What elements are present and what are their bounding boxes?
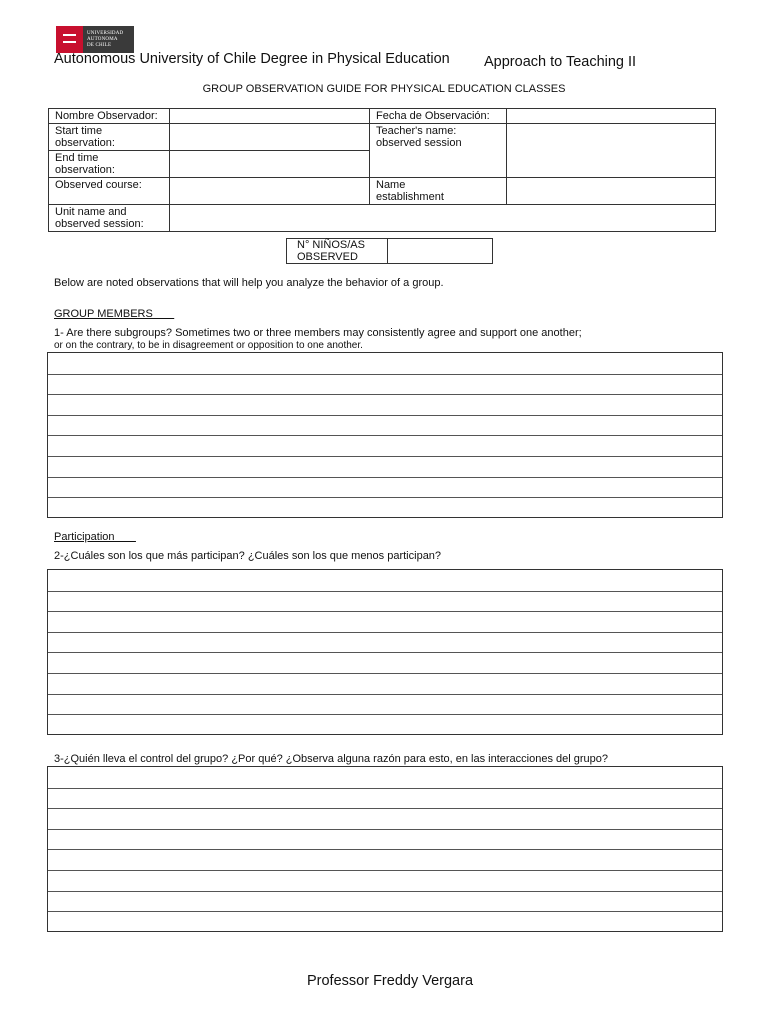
answer-line[interactable] (48, 911, 722, 932)
answer-line[interactable] (48, 891, 722, 912)
answer-line[interactable] (48, 353, 722, 374)
start-time-field[interactable] (170, 124, 370, 151)
answer-line[interactable] (48, 652, 722, 673)
answer-line[interactable] (48, 870, 722, 891)
question-3: 3-¿Quién lleva el control del grupo? ¿Por qué? ¿Observa alguna razón para esto, en las interacciones del grupo? (54, 753, 608, 765)
answer-line[interactable] (48, 477, 722, 498)
question-1-line-2: or on the contrary, to be in disagreement or opposition to one another. (54, 340, 363, 351)
answer-line[interactable] (48, 767, 722, 788)
intro-text: Below are noted observations that will help you analyze the behavior of a group. (54, 277, 444, 289)
unit-name-label (49, 205, 170, 232)
answer-line[interactable] (48, 673, 722, 694)
start-time-label (49, 124, 170, 151)
date-field[interactable] (507, 109, 716, 124)
observer-field[interactable] (170, 109, 370, 124)
label-line: observed session: (55, 218, 144, 230)
logo-line: UNIVERSIDAD (87, 30, 124, 36)
observation-info-table (48, 108, 716, 232)
children-count-label (287, 239, 388, 264)
university-logo (56, 26, 136, 53)
document-title: GROUP OBSERVATION GUIDE FOR PHYSICAL EDUCATION CLASSES (202, 83, 566, 95)
children-count-table (286, 238, 493, 264)
label-line: observation: (55, 164, 115, 176)
answer-line[interactable] (48, 591, 722, 612)
answer-line[interactable] (48, 694, 722, 715)
label-line: End time (55, 152, 99, 164)
children-count-field[interactable] (388, 239, 493, 264)
label-line: observation: (55, 137, 115, 149)
establishment-field[interactable] (507, 178, 716, 205)
end-time-label (49, 151, 170, 178)
answer-line[interactable] (48, 374, 722, 395)
label-line: OBSERVED (297, 251, 358, 263)
logo-wordmark (83, 26, 134, 53)
observer-label: Nombre Observador: (49, 109, 170, 124)
logo-line: AUTONOMA (87, 36, 118, 42)
logo-line: DE CHILE (87, 42, 112, 48)
answer-line[interactable] (48, 570, 722, 591)
establishment-label (370, 178, 507, 205)
group-members-heading: GROUP MEMBERS (54, 308, 175, 320)
observed-course-field[interactable] (170, 178, 370, 205)
end-time-field[interactable] (170, 151, 370, 178)
label-line: Name (376, 179, 406, 191)
answer-line[interactable] (48, 394, 722, 415)
label-line: N° NIÑOS/AS (297, 239, 365, 251)
label-line: Start time (55, 125, 103, 137)
date-label: Fecha de Observación: (370, 109, 507, 124)
answer-line[interactable] (48, 415, 722, 436)
answer-line[interactable] (48, 497, 722, 518)
observed-course-label: Observed course: (49, 178, 170, 205)
question-1-line-1: 1- Are there subgroups? Sometimes two or three members may consistently agree and support one another; (54, 327, 582, 339)
label-line: Unit name and (55, 206, 127, 218)
answer-line[interactable] (48, 808, 722, 829)
answer-line[interactable] (48, 829, 722, 850)
label-line: observed session (376, 137, 462, 149)
university-name: Autonomous University of Chile Degree in Physical Education (54, 51, 450, 67)
answer-grid-3[interactable] (47, 766, 723, 932)
answer-line[interactable] (48, 632, 722, 653)
answer-line[interactable] (48, 611, 722, 632)
answer-grid-1[interactable] (47, 352, 723, 518)
answer-grid-2[interactable] (47, 569, 723, 735)
unit-name-field[interactable] (170, 205, 716, 232)
answer-line[interactable] (48, 714, 722, 735)
answer-line[interactable] (48, 788, 722, 809)
logo-emblem (56, 26, 83, 53)
professor-name: Professor Freddy Vergara (306, 973, 474, 989)
label-line: establishment (376, 191, 444, 203)
teacher-name-label (370, 124, 507, 178)
question-2: 2-¿Cuáles son los que más participan? ¿Cuáles son los que menos participan? (54, 550, 442, 562)
answer-line[interactable] (48, 849, 722, 870)
teacher-name-field[interactable] (507, 124, 716, 178)
participation-heading: Participation (54, 531, 136, 543)
label-line: Teacher's name: (376, 125, 457, 137)
course-name: Approach to Teaching II (484, 54, 637, 70)
answer-line[interactable] (48, 435, 722, 456)
answer-line[interactable] (48, 456, 722, 477)
